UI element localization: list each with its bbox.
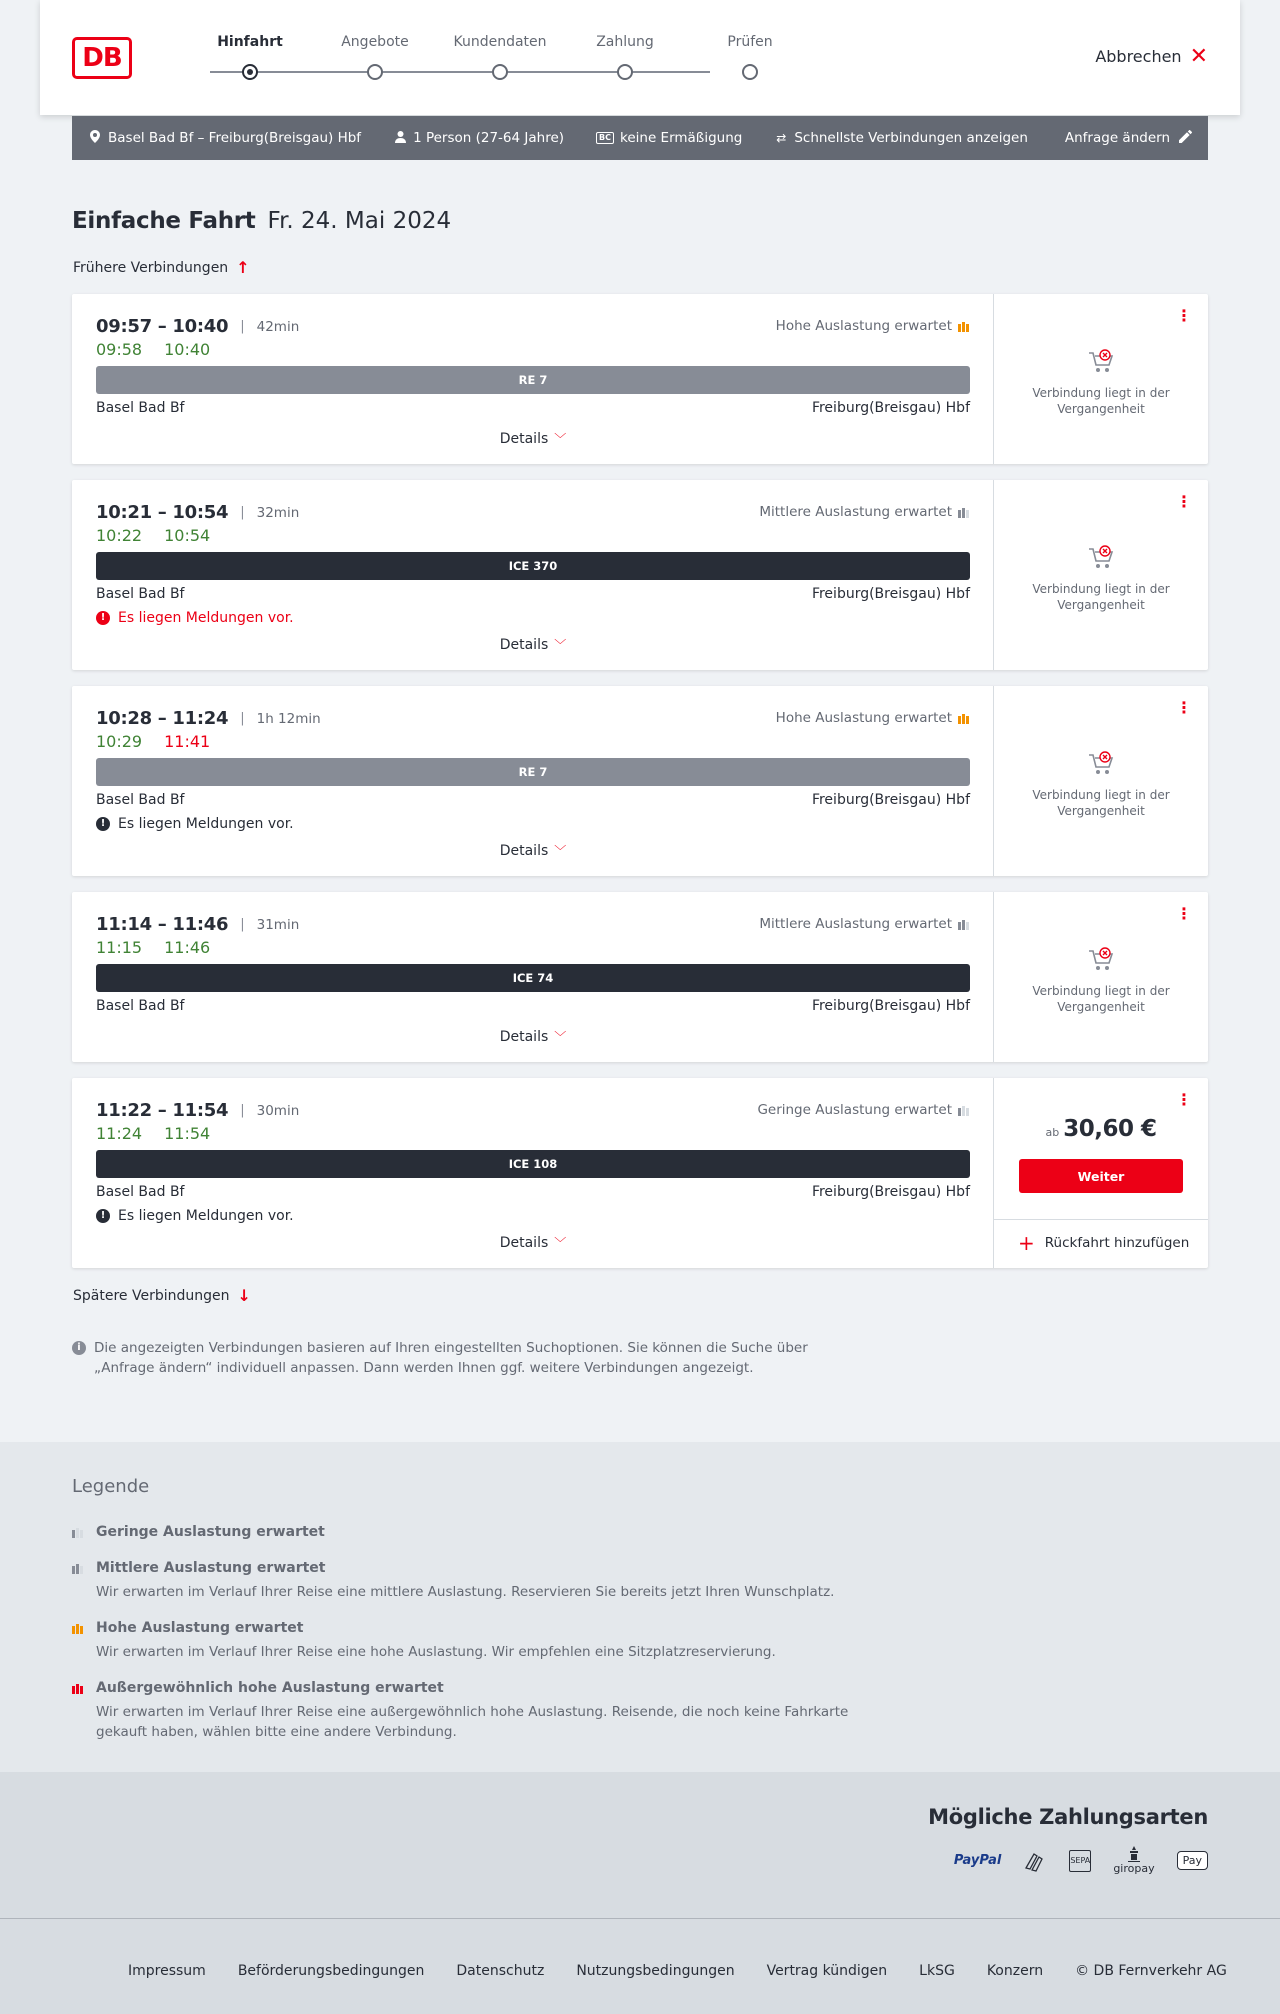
planned-times: 10:28 – 11:24 <box>96 708 229 729</box>
person-icon <box>393 131 407 146</box>
cancel-button[interactable] <box>1095 43 1208 69</box>
connection-offer <box>994 1078 1208 1268</box>
legend-item-label: Geringe Auslastung erwartet <box>96 1524 325 1540</box>
stations <box>96 792 970 808</box>
divider: | <box>240 1103 245 1118</box>
arrival-station: Freiburg(Breisgau) Hbf <box>811 792 970 808</box>
details-label: Details <box>499 1235 549 1251</box>
page-title <box>72 208 451 234</box>
arrival-station: Freiburg(Breisgau) Hbf <box>811 998 970 1014</box>
realtime-times <box>96 1124 210 1143</box>
option-text: Schnellste Verbindungen anzeigen <box>794 130 1028 146</box>
occupancy-high-icon <box>72 1622 86 1634</box>
paypal-icon: PayPal <box>953 1853 1002 1868</box>
step-label: Prüfen <box>727 34 773 50</box>
sepa-label: SEPA <box>1069 1850 1091 1872</box>
legend-item-extreme <box>72 1680 872 1742</box>
connection-main[interactable] <box>72 294 994 464</box>
more-options-icon[interactable]: ⋮ <box>1176 1090 1192 1109</box>
exclamation-icon: ! <box>96 817 110 831</box>
realtime-times <box>96 732 210 751</box>
later-connections-link[interactable] <box>73 1286 251 1305</box>
occupancy-info <box>776 710 969 726</box>
past-text: Verbindung liegt in der Vergangenheit <box>1032 582 1170 612</box>
details-toggle[interactable] <box>72 430 994 447</box>
db-logo[interactable]: DB <box>72 37 132 79</box>
realtime-departure: 10:29 <box>96 732 143 751</box>
footer-link[interactable]: LkSG <box>919 1963 955 1979</box>
departure-station: Basel Bad Bf <box>96 400 185 416</box>
cart-unavailable-icon <box>1087 947 1115 973</box>
alert-icon: ! <box>96 611 110 625</box>
departure-station: Basel Bad Bf <box>96 1184 185 1200</box>
occupancy-info <box>759 916 969 932</box>
credit-card-icon <box>1023 1850 1047 1872</box>
connection-main[interactable] <box>72 480 994 670</box>
train-bar[interactable]: ICE 108 <box>96 1150 970 1178</box>
price-prefix: ab <box>1045 1126 1060 1139</box>
occupancy-text: Geringe Auslastung erwartet <box>757 1102 952 1118</box>
legend-item-description: Wir erwarten im Verlauf Ihrer Reise eine mittlere Auslastung. Reservieren Sie bereits jetzt Ihren Wunschplatz. <box>96 1584 835 1600</box>
connection-past-notice <box>994 545 1208 613</box>
cart-unavailable-icon <box>1087 349 1115 375</box>
legend-item-description: Wir erwarten im Verlauf Ihrer Reise eine außergewöhnlich hohe Auslastung. Reisende, die noch keine Fahrkarte gekauft haben, wählen bitte eine andere Verbindung. <box>96 1704 849 1740</box>
passengers-text: 1 Person (27-64 Jahre) <box>413 130 565 146</box>
step-label: Kundendaten <box>453 34 547 50</box>
duration: 1h 12min <box>256 710 321 727</box>
step-dot-icon <box>742 64 758 80</box>
stations <box>96 586 970 602</box>
legend-item-title <box>72 1560 872 1576</box>
legend-item-low <box>72 1524 872 1540</box>
connection-offer <box>994 892 1208 1062</box>
chevron-down-icon: ﹀ <box>554 1236 567 1250</box>
occupancy-medium-icon <box>958 506 969 518</box>
details-label: Details <box>499 431 549 447</box>
realtime-times <box>96 340 210 359</box>
change-request-button[interactable] <box>1065 130 1192 146</box>
search-option <box>774 130 1028 146</box>
search-summary-bar <box>72 116 1208 160</box>
past-text: Verbindung liegt in der Vergangenheit <box>1032 788 1170 818</box>
divider: | <box>240 711 245 726</box>
connection-card[interactable] <box>72 892 1208 1062</box>
divider: | <box>240 319 245 334</box>
occupancy-info <box>759 504 969 520</box>
duration: 42min <box>256 318 300 335</box>
connection-offer <box>994 480 1208 670</box>
realtime-arrival: 11:46 <box>164 938 211 957</box>
divider: | <box>240 917 245 932</box>
payment-methods <box>954 1846 1208 1875</box>
legend-title: Legende <box>72 1476 150 1497</box>
search-route <box>88 130 361 146</box>
realtime-arrival: 10:54 <box>164 526 211 545</box>
applepay-label: Pay <box>1182 1854 1202 1867</box>
occupancy-text: Mittlere Auslastung erwartet <box>759 916 952 932</box>
more-options-icon[interactable]: ⋮ <box>1176 698 1192 717</box>
past-text: Verbindung liegt in der Vergangenheit <box>1032 386 1170 416</box>
planned-times: 11:22 – 11:54 <box>96 1100 229 1121</box>
details-toggle[interactable] <box>72 636 994 653</box>
connection-card[interactable] <box>72 480 1208 670</box>
page-footer <box>0 1918 1280 2014</box>
arrival-station: Freiburg(Breisgau) Hbf <box>811 586 970 602</box>
plus-icon: + <box>1018 1231 1035 1255</box>
step-dot-icon <box>242 64 258 80</box>
arrival-station: Freiburg(Breisgau) Hbf <box>811 1184 970 1200</box>
stations <box>96 1184 970 1200</box>
step-dot-icon <box>617 64 633 80</box>
connection-card[interactable] <box>72 1078 1208 1268</box>
train-bar[interactable]: RE 7 <box>96 758 970 786</box>
price-value: 30,60 € <box>1063 1116 1157 1142</box>
realtime-departure: 11:24 <box>96 1124 143 1143</box>
occupancy-extreme-icon <box>72 1682 86 1694</box>
legend-item-title <box>72 1680 872 1696</box>
step-angebote[interactable] <box>315 34 435 80</box>
footer-links <box>128 1963 1227 1979</box>
occupancy-info <box>776 318 969 334</box>
step-pruefen[interactable] <box>690 34 810 80</box>
footer-link[interactable]: Beförderungsbedingungen <box>237 1963 425 1979</box>
info-icon: i <box>72 1341 86 1355</box>
occupancy-high-icon <box>958 320 969 332</box>
legend-item-label: Außergewöhnlich hohe Auslastung erwartet <box>96 1680 444 1696</box>
connection-past-notice <box>994 349 1208 417</box>
connection-main[interactable] <box>72 892 994 1062</box>
planned-times: 09:57 – 10:40 <box>96 316 229 337</box>
message-notice <box>96 610 294 626</box>
info-note-text: Die angezeigten Verbindungen basieren auf Ihren eingestellten Suchoptionen. Sie können die Suche über „Anfrage ändern“ individuell anpassen. Dann werden Ihnen ggf. weitere Verbindungen angezeigt. <box>94 1340 808 1376</box>
occupancy-low-icon <box>958 1104 969 1116</box>
footer-link[interactable]: Impressum <box>128 1963 206 1979</box>
add-return-trip-button[interactable] <box>994 1219 1208 1266</box>
booking-stepper <box>182 34 773 84</box>
message-text: Es liegen Meldungen vor. <box>118 1208 294 1224</box>
footer-link[interactable]: Vertrag kündigen <box>766 1963 888 1979</box>
payment-section <box>0 1772 1280 1918</box>
more-options-icon[interactable]: ⋮ <box>1176 904 1192 923</box>
departure-station: Basel Bad Bf <box>96 586 185 602</box>
step-dot-icon <box>492 64 508 80</box>
add-return-label: Rückfahrt hinzufügen <box>1044 1235 1190 1251</box>
occupancy-info <box>757 1102 969 1118</box>
payment-title: Mögliche Zahlungsarten <box>928 1805 1208 1829</box>
legend-item-description: Wir erwarten im Verlauf Ihrer Reise eine hohe Auslastung. Wir empfehlen eine Sitzplatzreservierung. <box>96 1644 776 1660</box>
more-options-icon[interactable]: ⋮ <box>1176 492 1192 511</box>
close-icon: ✕ <box>1189 43 1208 69</box>
bahncard-icon: BC <box>596 132 614 144</box>
earlier-connections-label: Frühere Verbindungen <box>73 259 229 276</box>
step-zahlung[interactable] <box>565 34 685 80</box>
legend-item-label: Mittlere Auslastung erwartet <box>96 1560 326 1576</box>
more-options-icon[interactable]: ⋮ <box>1176 306 1192 325</box>
departure-station: Basel Bad Bf <box>96 792 185 808</box>
connection-times <box>96 316 299 337</box>
connection-main[interactable] <box>72 1078 994 1268</box>
connection-main[interactable] <box>72 686 994 876</box>
details-label: Details <box>499 637 549 653</box>
train-bar[interactable]: ICE 74 <box>96 964 970 992</box>
details-toggle[interactable] <box>72 842 994 859</box>
occupancy-medium-icon <box>72 1562 86 1574</box>
info-note <box>72 1338 852 1378</box>
giropay-label: giropay <box>1113 1862 1155 1875</box>
occupancy-high-icon <box>958 712 969 724</box>
planned-times: 10:21 – 10:54 <box>96 502 229 523</box>
occupancy-text: Mittlere Auslastung erwartet <box>759 504 952 520</box>
cart-unavailable-icon <box>1087 751 1115 777</box>
details-toggle[interactable] <box>72 1234 994 1251</box>
message-notice <box>96 1208 294 1224</box>
occupancy-text: Hohe Auslastung erwartet <box>775 318 952 334</box>
swap-arrows-icon: ⇄ <box>776 131 787 145</box>
legend-item-medium <box>72 1560 872 1602</box>
occupancy-text: Hohe Auslastung erwartet <box>775 710 952 726</box>
stations <box>96 998 970 1014</box>
duration: 32min <box>256 504 300 521</box>
realtime-arrival: 11:54 <box>164 1124 211 1143</box>
realtime-arrival: 11:41 <box>164 732 211 751</box>
applepay-icon <box>1177 1851 1208 1870</box>
chevron-down-icon: ﹀ <box>554 432 567 446</box>
later-connections-label: Spätere Verbindungen <box>73 1287 230 1304</box>
message-text: Es liegen Meldungen vor. <box>118 816 294 832</box>
connection-times <box>96 914 299 935</box>
connection-offer <box>994 686 1208 876</box>
step-dot-icon <box>367 64 383 80</box>
footer-link[interactable]: © DB Fernverkehr AG <box>1075 1963 1227 1979</box>
departure-station: Basel Bad Bf <box>96 998 185 1014</box>
pencil-icon <box>1178 130 1192 146</box>
realtime-departure: 11:15 <box>96 938 143 957</box>
connection-times <box>96 1100 299 1121</box>
details-toggle[interactable] <box>72 1028 994 1045</box>
legend-item-title <box>72 1524 872 1540</box>
legend-item-label: Hohe Auslastung erwartet <box>96 1620 304 1636</box>
chevron-down-icon: ﹀ <box>554 638 567 652</box>
legend-item-title <box>72 1620 872 1636</box>
continue-button[interactable]: Weiter <box>1019 1159 1183 1193</box>
duration: 30min <box>256 1102 300 1119</box>
arrival-station: Freiburg(Breisgau) Hbf <box>811 400 970 416</box>
trip-date: Fr. 24. Mai 2024 <box>267 208 452 234</box>
realtime-arrival: 10:40 <box>164 340 211 359</box>
step-label: Zahlung <box>596 34 654 50</box>
connection-card[interactable] <box>72 294 1208 464</box>
footer-link[interactable]: Nutzungsbedingungen <box>576 1963 735 1979</box>
divider: | <box>240 505 245 520</box>
message-notice <box>96 816 294 832</box>
sepa-icon <box>1069 1850 1091 1872</box>
realtime-times <box>96 526 210 545</box>
price <box>994 1116 1208 1142</box>
planned-times: 11:14 – 11:46 <box>96 914 229 935</box>
realtime-departure: 10:22 <box>96 526 143 545</box>
footer-link[interactable]: Datenschutz <box>456 1963 545 1979</box>
chevron-down-icon: ﹀ <box>554 844 567 858</box>
step-hinfahrt[interactable] <box>190 34 310 80</box>
route-text: Basel Bad Bf – Freiburg(Breisgau) Hbf <box>108 130 362 146</box>
stations <box>96 400 970 416</box>
occupancy-low-icon <box>72 1526 86 1538</box>
step-label: Angebote <box>341 34 409 50</box>
step-kundendaten[interactable] <box>440 34 560 80</box>
legend-item-high <box>72 1620 872 1662</box>
realtime-times <box>96 938 210 957</box>
booking-header <box>40 0 1240 115</box>
connection-times <box>96 708 321 729</box>
earlier-connections-link[interactable] <box>73 258 250 277</box>
discount-text: keine Ermäßigung <box>620 130 743 146</box>
search-passengers <box>393 130 564 146</box>
connection-card[interactable] <box>72 686 1208 876</box>
location-pin-icon <box>88 130 102 146</box>
chevron-down-icon: ﹀ <box>554 1030 567 1044</box>
message-text: Es liegen Meldungen vor. <box>118 610 294 626</box>
connection-past-notice <box>994 947 1208 1015</box>
search-discount <box>596 130 742 146</box>
occupancy-medium-icon <box>958 918 969 930</box>
connection-past-notice <box>994 751 1208 819</box>
train-bar[interactable]: RE 7 <box>96 366 970 394</box>
step-label: Hinfahrt <box>217 34 283 50</box>
connection-times <box>96 502 299 523</box>
duration: 31min <box>256 916 300 933</box>
change-request-label: Anfrage ändern <box>1064 130 1170 146</box>
cancel-label: Abbrechen <box>1095 47 1182 66</box>
giropay-icon <box>1113 1846 1154 1875</box>
past-text: Verbindung liegt in der Vergangenheit <box>1032 984 1170 1014</box>
train-bar[interactable]: ICE 370 <box>96 552 970 580</box>
exclamation-icon: ! <box>96 1209 110 1223</box>
details-label: Details <box>499 1029 549 1045</box>
legend-section <box>0 1442 1280 1772</box>
arrow-up-icon: ↑ <box>236 258 250 277</box>
arrow-down-icon: ↓ <box>237 1286 251 1305</box>
cart-unavailable-icon <box>1087 545 1115 571</box>
footer-link[interactable]: Konzern <box>986 1963 1044 1979</box>
trip-type: Einfache Fahrt <box>72 208 256 234</box>
connection-offer <box>994 294 1208 464</box>
realtime-departure: 09:58 <box>96 340 143 359</box>
details-label: Details <box>499 843 549 859</box>
